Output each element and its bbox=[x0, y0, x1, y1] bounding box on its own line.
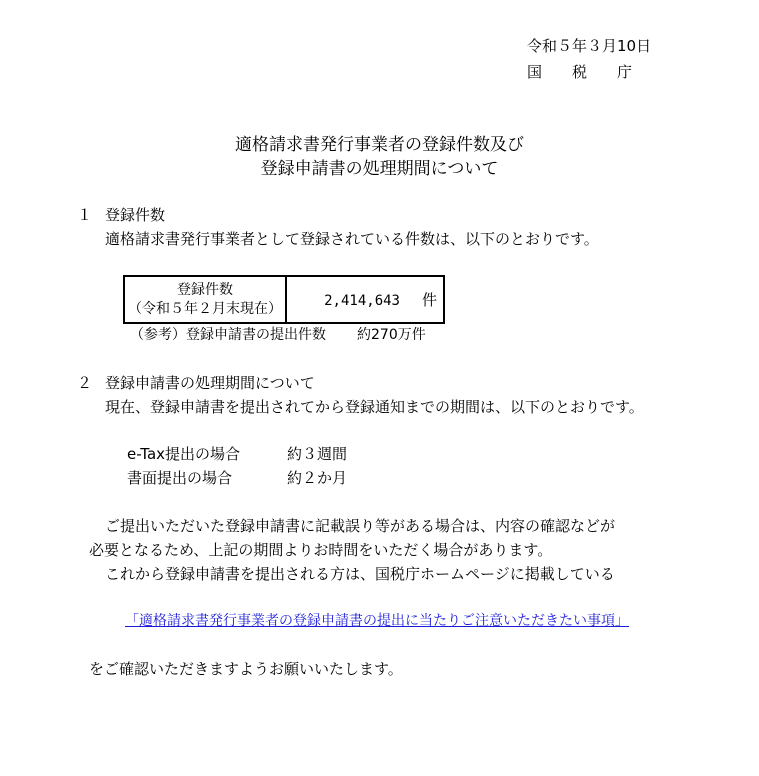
document-title-line1: 適格請求書発行事業者の登録件数及び bbox=[235, 135, 524, 155]
count-value-cell bbox=[286, 276, 444, 323]
section1-text: 適格請求書発行事業者として登録されている件数は、以下のとおりです。 bbox=[105, 230, 599, 248]
section2-text: 現在、登録申請書を提出されてから登録通知までの期間は、以下のとおりです。 bbox=[105, 398, 644, 416]
closing-text: をご確認いただきますようお願いいたします。 bbox=[89, 660, 403, 678]
period-label-etax: e-Tax提出の場合 bbox=[127, 445, 241, 463]
section2-number: ２ bbox=[77, 374, 93, 392]
reference-value: 約270万件 bbox=[357, 327, 426, 343]
section2-heading: 登録申請書の処理期間について bbox=[105, 374, 315, 392]
section1-heading: 登録件数 bbox=[105, 206, 166, 224]
reference-label: （参考）登録申請書の提出件数 bbox=[130, 327, 326, 343]
document-title-line2: 登録申請書の処理期間について bbox=[260, 159, 499, 179]
note-line1: ご提出いただいた登録申請書に記載誤り等がある場合は、内容の確認などが bbox=[105, 517, 616, 535]
issue-date: 令和５年３月10日 bbox=[527, 37, 652, 55]
count-as-of: （令和５年２月末現在） bbox=[128, 300, 282, 317]
registration-count-table bbox=[123, 275, 445, 324]
count-label: 登録件数 bbox=[177, 281, 233, 298]
period-value-paper: 約２か月 bbox=[287, 469, 348, 487]
period-value-etax: 約３週間 bbox=[287, 445, 348, 463]
note-line3: これから登録申請書を提出される方は、国税庁ホームページに掲載している bbox=[105, 565, 615, 583]
section1-number: １ bbox=[77, 206, 93, 224]
count-unit: 件 bbox=[421, 291, 437, 309]
count-label-cell bbox=[124, 276, 286, 323]
period-label-paper: 書面提出の場合 bbox=[127, 469, 233, 487]
issuing-agency: 国 税 庁 bbox=[527, 63, 633, 81]
note-line2: 必要となるため、上記の期間よりお時間をいただく場合があります。 bbox=[89, 541, 553, 559]
count-value: 2,414,643 bbox=[324, 293, 400, 309]
caution-document-link[interactable]: 「適格請求書発行事業者の登録申請書の提出に当たりご注意いただきたい事項」 bbox=[125, 613, 629, 629]
